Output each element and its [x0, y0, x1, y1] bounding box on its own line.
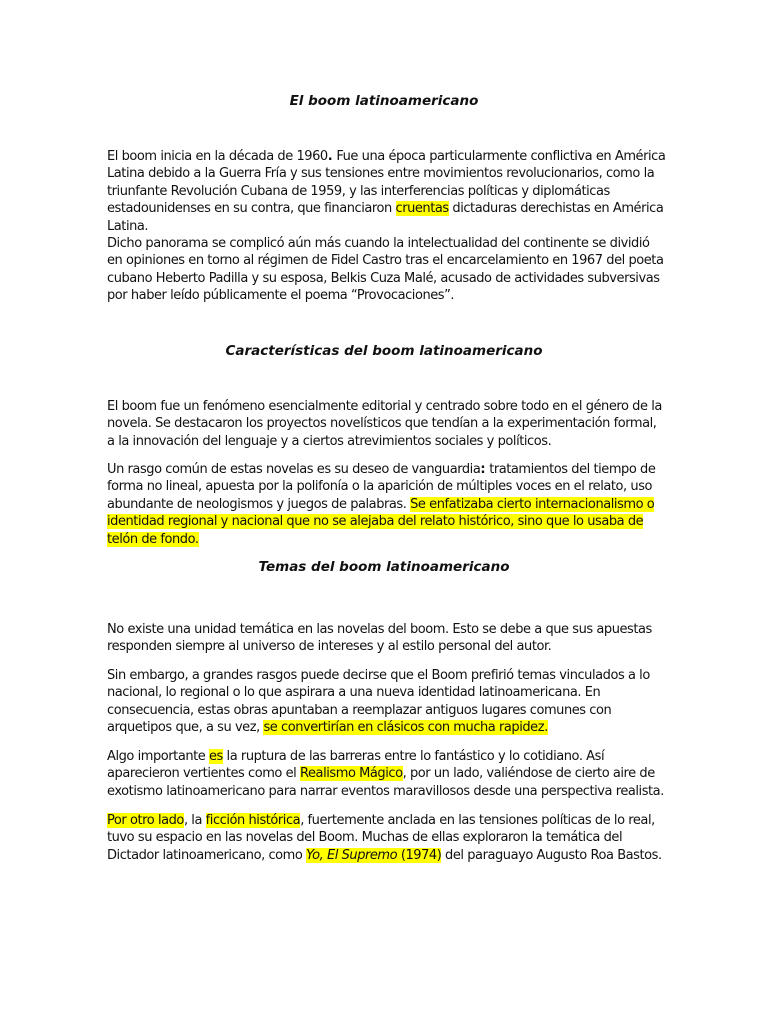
text-run: tratamientos del tiempo de forma no lineal, apuesta por la polifonía o la aparición de múltiples voces en el relato, uso abundante de neologismos y juegos de palabras.: [107, 462, 656, 512]
text-run: , por un lado, valiéndose de cierto aire de exotismo latinoamericano para narrar eventos maravillosos desde una perspectiva realista.: [107, 766, 664, 799]
text-run: dictaduras derechistas en América Latina.: [107, 201, 664, 234]
section-title: El boom latinoamericano: [289, 93, 479, 109]
highlighted-text: Se enfatizaba cierto internacionalismo o identidad regional y nacional que no se alejaba del relato histórico, sino que lo usaba de telón de fondo.: [107, 496, 655, 547]
text-run: la ruptura de las barreras entre lo fantástico y lo cotidiano. Así aparecieron vertientes como el: [107, 749, 605, 782]
text-run: , la: [183, 813, 206, 828]
highlighted-text: cruentas: [395, 201, 449, 217]
text-run: , fuertemente anclada en las tensiones políticas de lo real, tuvo su espacio en las novelas del Boom. Muchas de ellas exploraron la temática del Dictador latinoamericano, como: [107, 813, 655, 863]
paragraph: [107, 667, 667, 737]
text-run: del paraguayo Augusto Roa Bastos.: [441, 847, 662, 863]
text-run: .: [327, 149, 337, 164]
text-run: El boom inicia en la década de 1960: [107, 149, 328, 164]
section-title: Temas del boom latinoamericano: [258, 559, 510, 575]
text-run: Dicho panorama se complicó aún más cuando la intelectualidad del continente se dividió en opiniones en torno al régimen de Fidel Castro tras el encarcelamiento en 1967 del poeta cubano Heberto Padilla y su esposa, Belkis Cuza Malé, acusado de actividades subversivas por haber leído públicamente el poema “Provocaciones”.: [107, 236, 664, 304]
text-run: :: [480, 462, 490, 477]
highlighted-text: se convertirían en clásicos con mucha rapidez.: [263, 720, 548, 736]
text-run: Fue una época particularmente conflictiva en América Latina debido a la Guerra Fría y sus tensiones entre movimientos revolucionarios, como la triunfante Revolución Cubana de 1959, y las interferencias políticas y diplomáticas estadounidenses en su contra, que financiaron: [107, 149, 666, 217]
paragraph: [107, 621, 667, 656]
section-title: Características del boom latinoamericano: [225, 343, 543, 359]
text-run: El boom fue un fenómeno esencialmente editorial y centrado sobre todo en el género de la novela. Se destacaron los proyectos novelísticos que tendían a la experimentación formal, a la innovación del lenguaje y a ciertos atrevimientos sociales y políticos.: [107, 399, 662, 449]
highlighted-text: Realismo Mágico: [300, 766, 403, 782]
paragraph: [107, 148, 667, 305]
paragraph: [107, 748, 667, 800]
text-run: Un rasgo común de estas novelas es su deseo de vanguardia: [107, 462, 481, 477]
highlighted-text: (1974): [397, 847, 442, 863]
text-run: Algo importante: [107, 749, 209, 764]
highlighted-text: ficción histórica: [205, 813, 301, 828]
highlighted-text: Yo, El Supremo: [306, 847, 398, 863]
highlighted-text: Por otro lado: [107, 813, 184, 828]
highlighted-text: es: [209, 749, 223, 764]
paragraph: [107, 812, 667, 864]
text-run: Sin embargo, a grandes rasgos puede decirse que el Boom prefirió temas vinculados a lo nacional, lo regional o lo que aspirara a una nueva identidad latinoamericana. En consecuencia, estas obras apuntaban a reemplazar antiguos lugares comunes con arquetipos que, a su vez,: [107, 668, 650, 736]
paragraph: [107, 398, 667, 450]
paragraph: [107, 461, 667, 548]
text-run: No existe una unidad temática en las novelas del boom. Esto se debe a que sus apuestas responden siempre al universo de intereses y al estilo personal del autor.: [107, 622, 652, 655]
